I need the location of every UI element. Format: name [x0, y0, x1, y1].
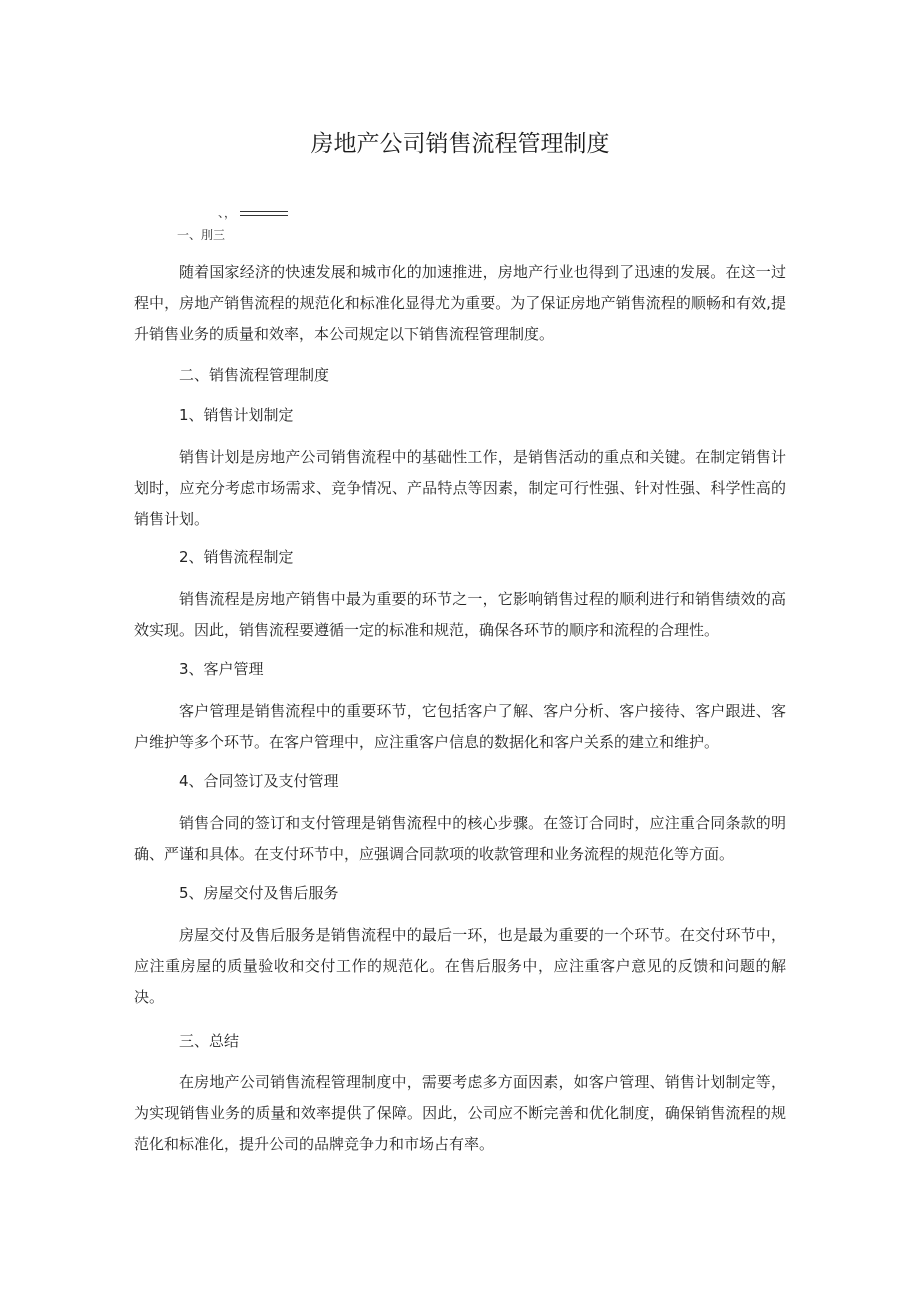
- item-2-heading: 2、销售流程制定: [179, 548, 294, 566]
- document-title: 房地产公司销售流程管理制度: [310, 131, 610, 157]
- preface-heading: 一、刖三: [177, 228, 226, 242]
- intro-paragraph: 随着国家经济的快速发展和城市化的加速推进，房地产行业也得到了迅速的发展。在这一过程中，房地产销售流程的规范化和标准化显得尤为重要。为了保证房地产销售流程的顺畅和有效,提升销售业务的质量和效率，本公司规定以下销售流程管理制度。: [134, 263, 786, 343]
- item-5-heading: 5、房屋交付及售后服务: [179, 884, 339, 902]
- section-3-heading: 三、总结: [179, 1032, 240, 1050]
- section-2-heading: 二、销售流程管理制度: [179, 366, 330, 384]
- item-2-paragraph: 销售流程是房地产销售中最为重要的环节之一，它影响销售过程的顺利进行和销售绩效的高效实现。因此，销售流程要遵循一定的标准和规范，确保各环节的顺序和流程的合理性。: [134, 590, 786, 639]
- item-3-paragraph: 客户管理是销售流程中的重要环节，它包括客户了解、客户分析、客户接待、客户跟进、客户维护等多个环节。在客户管理中，应注重客户信息的数据化和客户关系的建立和维护。: [134, 702, 786, 751]
- item-1-paragraph: 销售计划是房地产公司销售流程中的基础性工作，是销售活动的重点和关键。在制定销售计划时，应充分考虑市场需求、竞争情况、产品特点等因素，制定可行性强、针对性强、科学性高的销售计划。: [134, 448, 786, 528]
- item-3-heading: 3、客户管理: [179, 660, 264, 678]
- conclusion-paragraph: 在房地产公司销售流程管理制度中，需要考虑多方面因素，如客户管理、销售计划制定等，为实现销售业务的质量和效率提供了保障。因此，公司应不断完善和优化制度，确保销售流程的规范化和标准化，提升公司的品牌竞争力和市场占有率。: [134, 1073, 786, 1153]
- item-1-heading: 1、销售计划制定: [179, 406, 294, 424]
- scan-artifact-mark: [218, 205, 288, 221]
- item-4-heading: 4、合同签订及支付管理: [179, 772, 339, 790]
- item-5-paragraph: 房屋交付及售后服务是销售流程中的最后一环，也是最为重要的一个环节。在交付环节中，应注重房屋的质量验收和交付工作的规范化。在售后服务中，应注重客户意见的反馈和问题的解决。: [134, 926, 786, 1006]
- item-4-paragraph: 销售合同的签订和支付管理是销售流程中的核心步骤。在签订合同时，应注重合同条款的明确、严谨和具体。在支付环节中，应强调合同款项的收款管理和业务流程的规范化等方面。: [134, 814, 786, 863]
- scan-artifact-lines: [240, 211, 288, 216]
- scan-artifact-text: 、，: [218, 206, 237, 220]
